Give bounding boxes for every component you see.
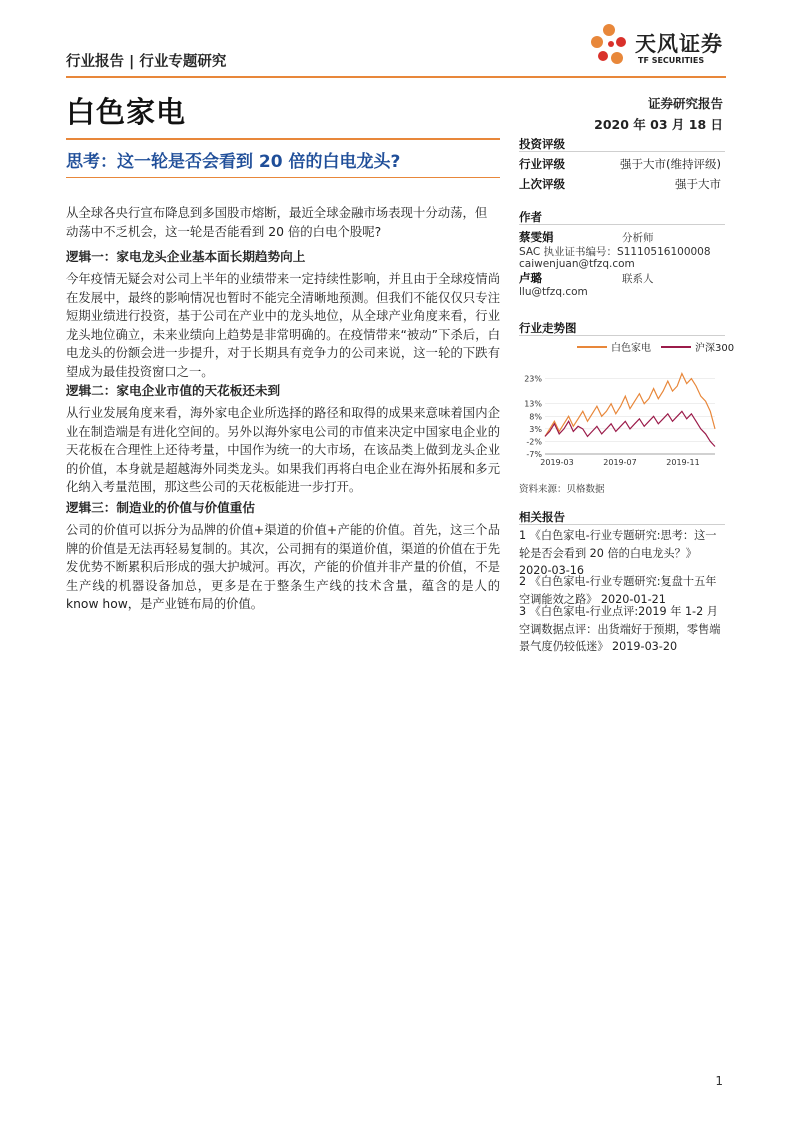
header-divider — [66, 76, 726, 78]
related-title: 相关报告 — [519, 510, 565, 524]
legend-label-home: 白色家电 — [611, 343, 651, 354]
section-body: 从行业发展角度来看，海外家电企业所选择的路径和取得的成果来意味着国内企业在制造端是有进化空间的。另外以海外家电公司的市值来决定中国家电企业的天花板在合理性上还待考量，中国作为统一的大市场，在该品类上做到龙头企业的价值，本身就是超越海外同类龙头。如果我们再将白电企业在海外拓展和多元化纳入考量范围，那这些公司的天花板能进一步打开。 — [66, 406, 500, 494]
industry-rating-value: 强于大市(维持评级) — [620, 157, 721, 171]
author-title: 作者 — [519, 210, 542, 224]
prev-rating-value: 强于大市 — [675, 177, 721, 191]
author2-name: 卢璐 — [519, 271, 542, 285]
chart-source: 资料来源：贝格数据 — [519, 484, 605, 495]
legend-label-hs300: 沪深300 — [695, 343, 735, 354]
breadcrumb: 行业报告 | 行业专题研究 — [66, 54, 227, 70]
y-tick-label: -7% — [526, 450, 542, 459]
author2-role: 联系人 — [622, 273, 654, 285]
section-body: 公司的价值可以拆分为品牌的价值+渠道的价值+产能的价值。首先，这三个品牌的价值是无法再轻易复制的。其次，公司拥有的渠道价值，渠道的价值在于先发优势不断累积后形成的强大护城河。再次，产能的价值并非产量的价值，不是生产线的机器设备加总，更多是在于整条生产线的技术含量，蕴含的是人的 know how，是产业链布局的价值。 — [66, 523, 500, 611]
logo-mark-icon — [585, 20, 633, 68]
sidebar-divider — [519, 335, 725, 336]
author1-name: 蔡雯娟 — [519, 230, 554, 244]
y-tick-label: 8% — [529, 412, 542, 422]
prev-rating-label: 上次评级 — [519, 177, 565, 191]
trend-chart — [515, 338, 735, 474]
subtitle-divider-top — [66, 138, 500, 140]
logo-text-en: TF SECURITIES — [638, 56, 705, 65]
section-heading: 逻辑一：家电龙头企业基本面长期趋势向上 — [66, 249, 306, 264]
page-title: 白色家电 — [66, 95, 187, 129]
section-heading: 逻辑二：家电企业市值的天花板还未到 — [66, 383, 281, 398]
logo-text-cn: 天风证券 — [635, 32, 723, 56]
related-report-1[interactable]: 1 《白色家电-行业专题研究:思考：这一轮是否会看到 20 倍的白电龙头？》 2020-03-16 — [519, 529, 717, 577]
subtitle-divider-bottom — [66, 177, 500, 178]
author2-email[interactable]: llu@tfzq.com — [519, 286, 588, 298]
y-tick-label: 13% — [524, 399, 542, 409]
chart-title: 行业走势图 — [519, 321, 577, 335]
series-line-home — [545, 374, 715, 437]
subtitle: 思考：这一轮是否会看到 20 倍的白电龙头? — [66, 152, 401, 172]
section-heading: 逻辑三：制造业的价值与价值重估 — [66, 500, 255, 515]
rating-title: 投资评级 — [519, 137, 565, 151]
sidebar-divider — [519, 151, 725, 152]
x-tick-label: 2019-03 — [540, 458, 574, 467]
industry-rating-label: 行业评级 — [519, 157, 565, 171]
sidebar-divider — [519, 524, 725, 525]
page-number: 1 — [715, 1074, 723, 1088]
y-tick-label: -2% — [526, 437, 542, 447]
author1-cert: SAC 执业证书编号：S1110516100008 — [519, 246, 711, 258]
section-body: 今年疫情无疑会对公司上半年的业绩带来一定持续性影响，并且由于全球疫情尚在发展中，最终的影响情况也暂时不能完全清晰地预测。但我们不能仅仅只专注短期业绩进行投资，基于公司在产业中的龙头地位，从全球产业角度来看，行业龙头地位确立，未来业绩向上趋势是非常明确的。在疫情带来“被动”下杀后，白电龙头的份额会进一步提升，对于长期具有竞争力的公司来说，这一轮的下跌有望成为最佳投资窗口之一。 — [66, 272, 500, 379]
y-tick-label: 23% — [524, 374, 542, 384]
report-date: 2020 年 03 月 18 日 — [594, 117, 723, 132]
report-type: 证券研究报告 — [647, 96, 723, 111]
y-tick-label: 3% — [529, 424, 542, 434]
author1-role: 分析师 — [622, 232, 654, 244]
x-tick-label: 2019-11 — [666, 458, 700, 467]
related-report-3[interactable]: 3 《白色家电-行业点评:2019 年 1-2 月空调数据点评：出货端好于预期，零售端景气度仍较低迷》 2019-03-20 — [519, 605, 721, 653]
related-report-2[interactable]: 2 《白色家电-行业专题研究:复盘十五年空调能效之路》 2020-01-21 — [519, 575, 717, 606]
company-logo — [585, 18, 730, 70]
author1-email[interactable]: caiwenjuan@tfzq.com — [519, 258, 635, 270]
x-tick-label: 2019-07 — [603, 458, 637, 467]
sidebar-divider — [519, 224, 725, 225]
intro-paragraph: 从全球各央行宣布降息到多国股市熔断，最近全球金融市场表现十分动荡，但动荡中不乏机会，这一轮是否能看到 20 倍的白电个股呢? — [66, 205, 488, 239]
